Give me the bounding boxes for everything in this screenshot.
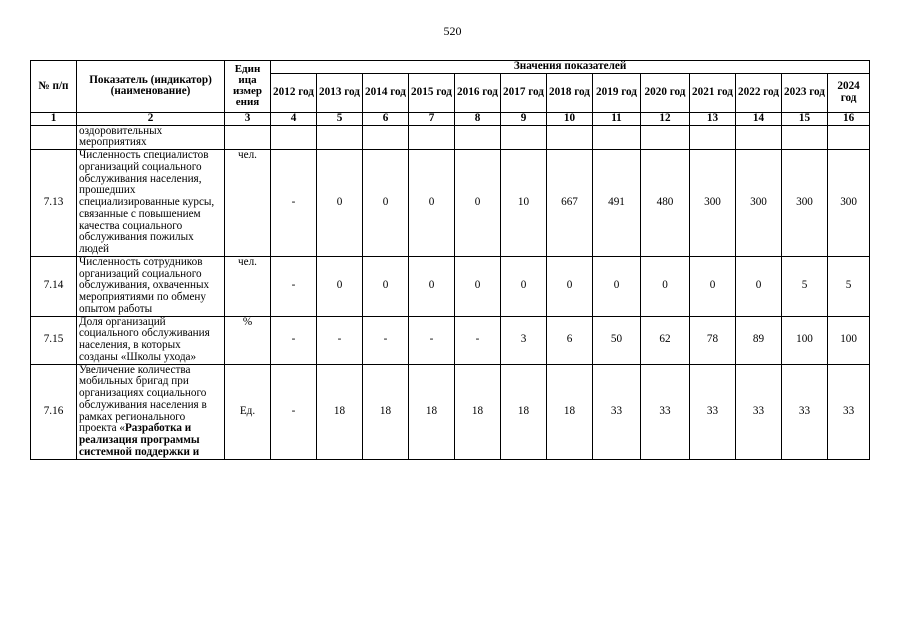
- unit-cell: чел.: [225, 150, 271, 257]
- value-cell: 0: [593, 256, 641, 316]
- row-number: 7.16: [31, 364, 77, 459]
- indicator-name-plain: Увеличение количества мобильных бригад при организациях социального обслуживания населения в рамках регионального проекта «: [79, 363, 207, 435]
- value-cell: [641, 125, 690, 150]
- column-index: 7: [409, 112, 455, 125]
- column-index: 13: [690, 112, 736, 125]
- value-cell: -: [271, 256, 317, 316]
- value-cell: 0: [455, 256, 501, 316]
- column-index: 8: [455, 112, 501, 125]
- value-cell: [409, 125, 455, 150]
- column-index: 14: [736, 112, 782, 125]
- indicators-table: [30, 60, 870, 460]
- value-cell: -: [409, 316, 455, 364]
- value-cell: -: [271, 364, 317, 459]
- value-cell: 50: [593, 316, 641, 364]
- value-cell: [363, 125, 409, 150]
- table-row: [31, 150, 870, 257]
- value-cell: 3: [501, 316, 547, 364]
- value-cell: [736, 125, 782, 150]
- column-index: 6: [363, 112, 409, 125]
- value-cell: [782, 125, 828, 150]
- value-cell: 78: [690, 316, 736, 364]
- value-cell: 0: [409, 150, 455, 257]
- header-year: 2017 год: [501, 73, 547, 112]
- indicator-name: Доля организаций социального обслуживания населения, в которых созданы «Школы ухода»: [77, 316, 225, 364]
- row-number: [31, 125, 77, 150]
- column-index: 3: [225, 112, 271, 125]
- value-cell: 0: [317, 256, 363, 316]
- header-year: 2024 год: [828, 73, 870, 112]
- column-index: 16: [828, 112, 870, 125]
- value-cell: 0: [455, 150, 501, 257]
- value-cell: 300: [736, 150, 782, 257]
- value-cell: 33: [641, 364, 690, 459]
- value-cell: 300: [828, 150, 870, 257]
- unit-cell: чел.: [225, 256, 271, 316]
- value-cell: 0: [641, 256, 690, 316]
- value-cell: 0: [363, 256, 409, 316]
- table-row: [31, 256, 870, 316]
- table-row: [31, 125, 870, 150]
- value-cell: 0: [547, 256, 593, 316]
- unit-cell: [225, 125, 271, 150]
- value-cell: 0: [363, 150, 409, 257]
- value-cell: [271, 125, 317, 150]
- unit-cell: %: [225, 316, 271, 364]
- row-number: 7.15: [31, 316, 77, 364]
- indicator-name: Численность сотрудников организаций социального обслуживания, охваченных мероприятиями по обмену опытом работы: [77, 256, 225, 316]
- header-num: № п/п: [31, 61, 77, 113]
- value-cell: 0: [736, 256, 782, 316]
- value-cell: 100: [782, 316, 828, 364]
- indicator-name-bold: Разработка и реализация программы системной поддержки и: [79, 422, 200, 458]
- value-cell: 18: [501, 364, 547, 459]
- value-cell: 0: [409, 256, 455, 316]
- value-cell: [690, 125, 736, 150]
- value-cell: 18: [547, 364, 593, 459]
- column-index: 11: [593, 112, 641, 125]
- column-index: 4: [271, 112, 317, 125]
- value-cell: 5: [782, 256, 828, 316]
- header-year: 2019 год: [593, 73, 641, 112]
- value-cell: 18: [455, 364, 501, 459]
- value-cell: [593, 125, 641, 150]
- value-cell: 480: [641, 150, 690, 257]
- value-cell: 0: [501, 256, 547, 316]
- header-year: 2023 год: [782, 73, 828, 112]
- value-cell: 0: [690, 256, 736, 316]
- column-index: 9: [501, 112, 547, 125]
- column-index: 15: [782, 112, 828, 125]
- value-cell: [455, 125, 501, 150]
- page-number: 520: [443, 24, 462, 38]
- column-index-row: [31, 112, 870, 125]
- header-year: 2015 год: [409, 73, 455, 112]
- header-year: 2012 год: [271, 73, 317, 112]
- value-cell: 33: [690, 364, 736, 459]
- value-cell: 300: [782, 150, 828, 257]
- value-cell: 5: [828, 256, 870, 316]
- column-index: 1: [31, 112, 77, 125]
- indicator-name: Численность специалистов организаций социального обслуживания населения, прошедших специализированные курсы, связанные с повышением качества социального обслуживания пожилых людей: [77, 150, 225, 257]
- value-cell: 491: [593, 150, 641, 257]
- header-year: 2022 год: [736, 73, 782, 112]
- value-cell: 33: [736, 364, 782, 459]
- value-cell: 33: [828, 364, 870, 459]
- header-year: 2014 год: [363, 73, 409, 112]
- value-cell: 100: [828, 316, 870, 364]
- header-year: 2013 год: [317, 73, 363, 112]
- value-cell: 6: [547, 316, 593, 364]
- header-values-group: Значения показателей: [271, 61, 870, 74]
- value-cell: 18: [317, 364, 363, 459]
- column-index: 5: [317, 112, 363, 125]
- value-cell: [547, 125, 593, 150]
- header-row: [31, 61, 870, 74]
- value-cell: [501, 125, 547, 150]
- indicator-name: [77, 364, 225, 459]
- value-cell: 89: [736, 316, 782, 364]
- value-cell: -: [455, 316, 501, 364]
- value-cell: 62: [641, 316, 690, 364]
- value-cell: -: [363, 316, 409, 364]
- value-cell: 10: [501, 150, 547, 257]
- column-index: 10: [547, 112, 593, 125]
- value-cell: 300: [690, 150, 736, 257]
- header-year: 2016 год: [455, 73, 501, 112]
- value-cell: 33: [593, 364, 641, 459]
- value-cell: -: [271, 150, 317, 257]
- table-row: [31, 364, 870, 459]
- row-number: 7.13: [31, 150, 77, 257]
- row-number: 7.14: [31, 256, 77, 316]
- value-cell: 667: [547, 150, 593, 257]
- value-cell: 18: [363, 364, 409, 459]
- header-indicator-name: Показатель (индикатор) (наименование): [77, 61, 225, 113]
- value-cell: 18: [409, 364, 455, 459]
- value-cell: -: [271, 316, 317, 364]
- column-index: 2: [77, 112, 225, 125]
- table-row: [31, 316, 870, 364]
- value-cell: 33: [782, 364, 828, 459]
- header-year: 2021 год: [690, 73, 736, 112]
- value-cell: 0: [317, 150, 363, 257]
- value-cell: -: [317, 316, 363, 364]
- header-unit: Един ица измер ения: [225, 61, 271, 113]
- column-index: 12: [641, 112, 690, 125]
- header-year: 2020 год: [641, 73, 690, 112]
- unit-cell: Ед.: [225, 364, 271, 459]
- indicator-name: оздоровительных мероприятиях: [77, 125, 225, 150]
- header-year: 2018 год: [547, 73, 593, 112]
- value-cell: [828, 125, 870, 150]
- value-cell: [317, 125, 363, 150]
